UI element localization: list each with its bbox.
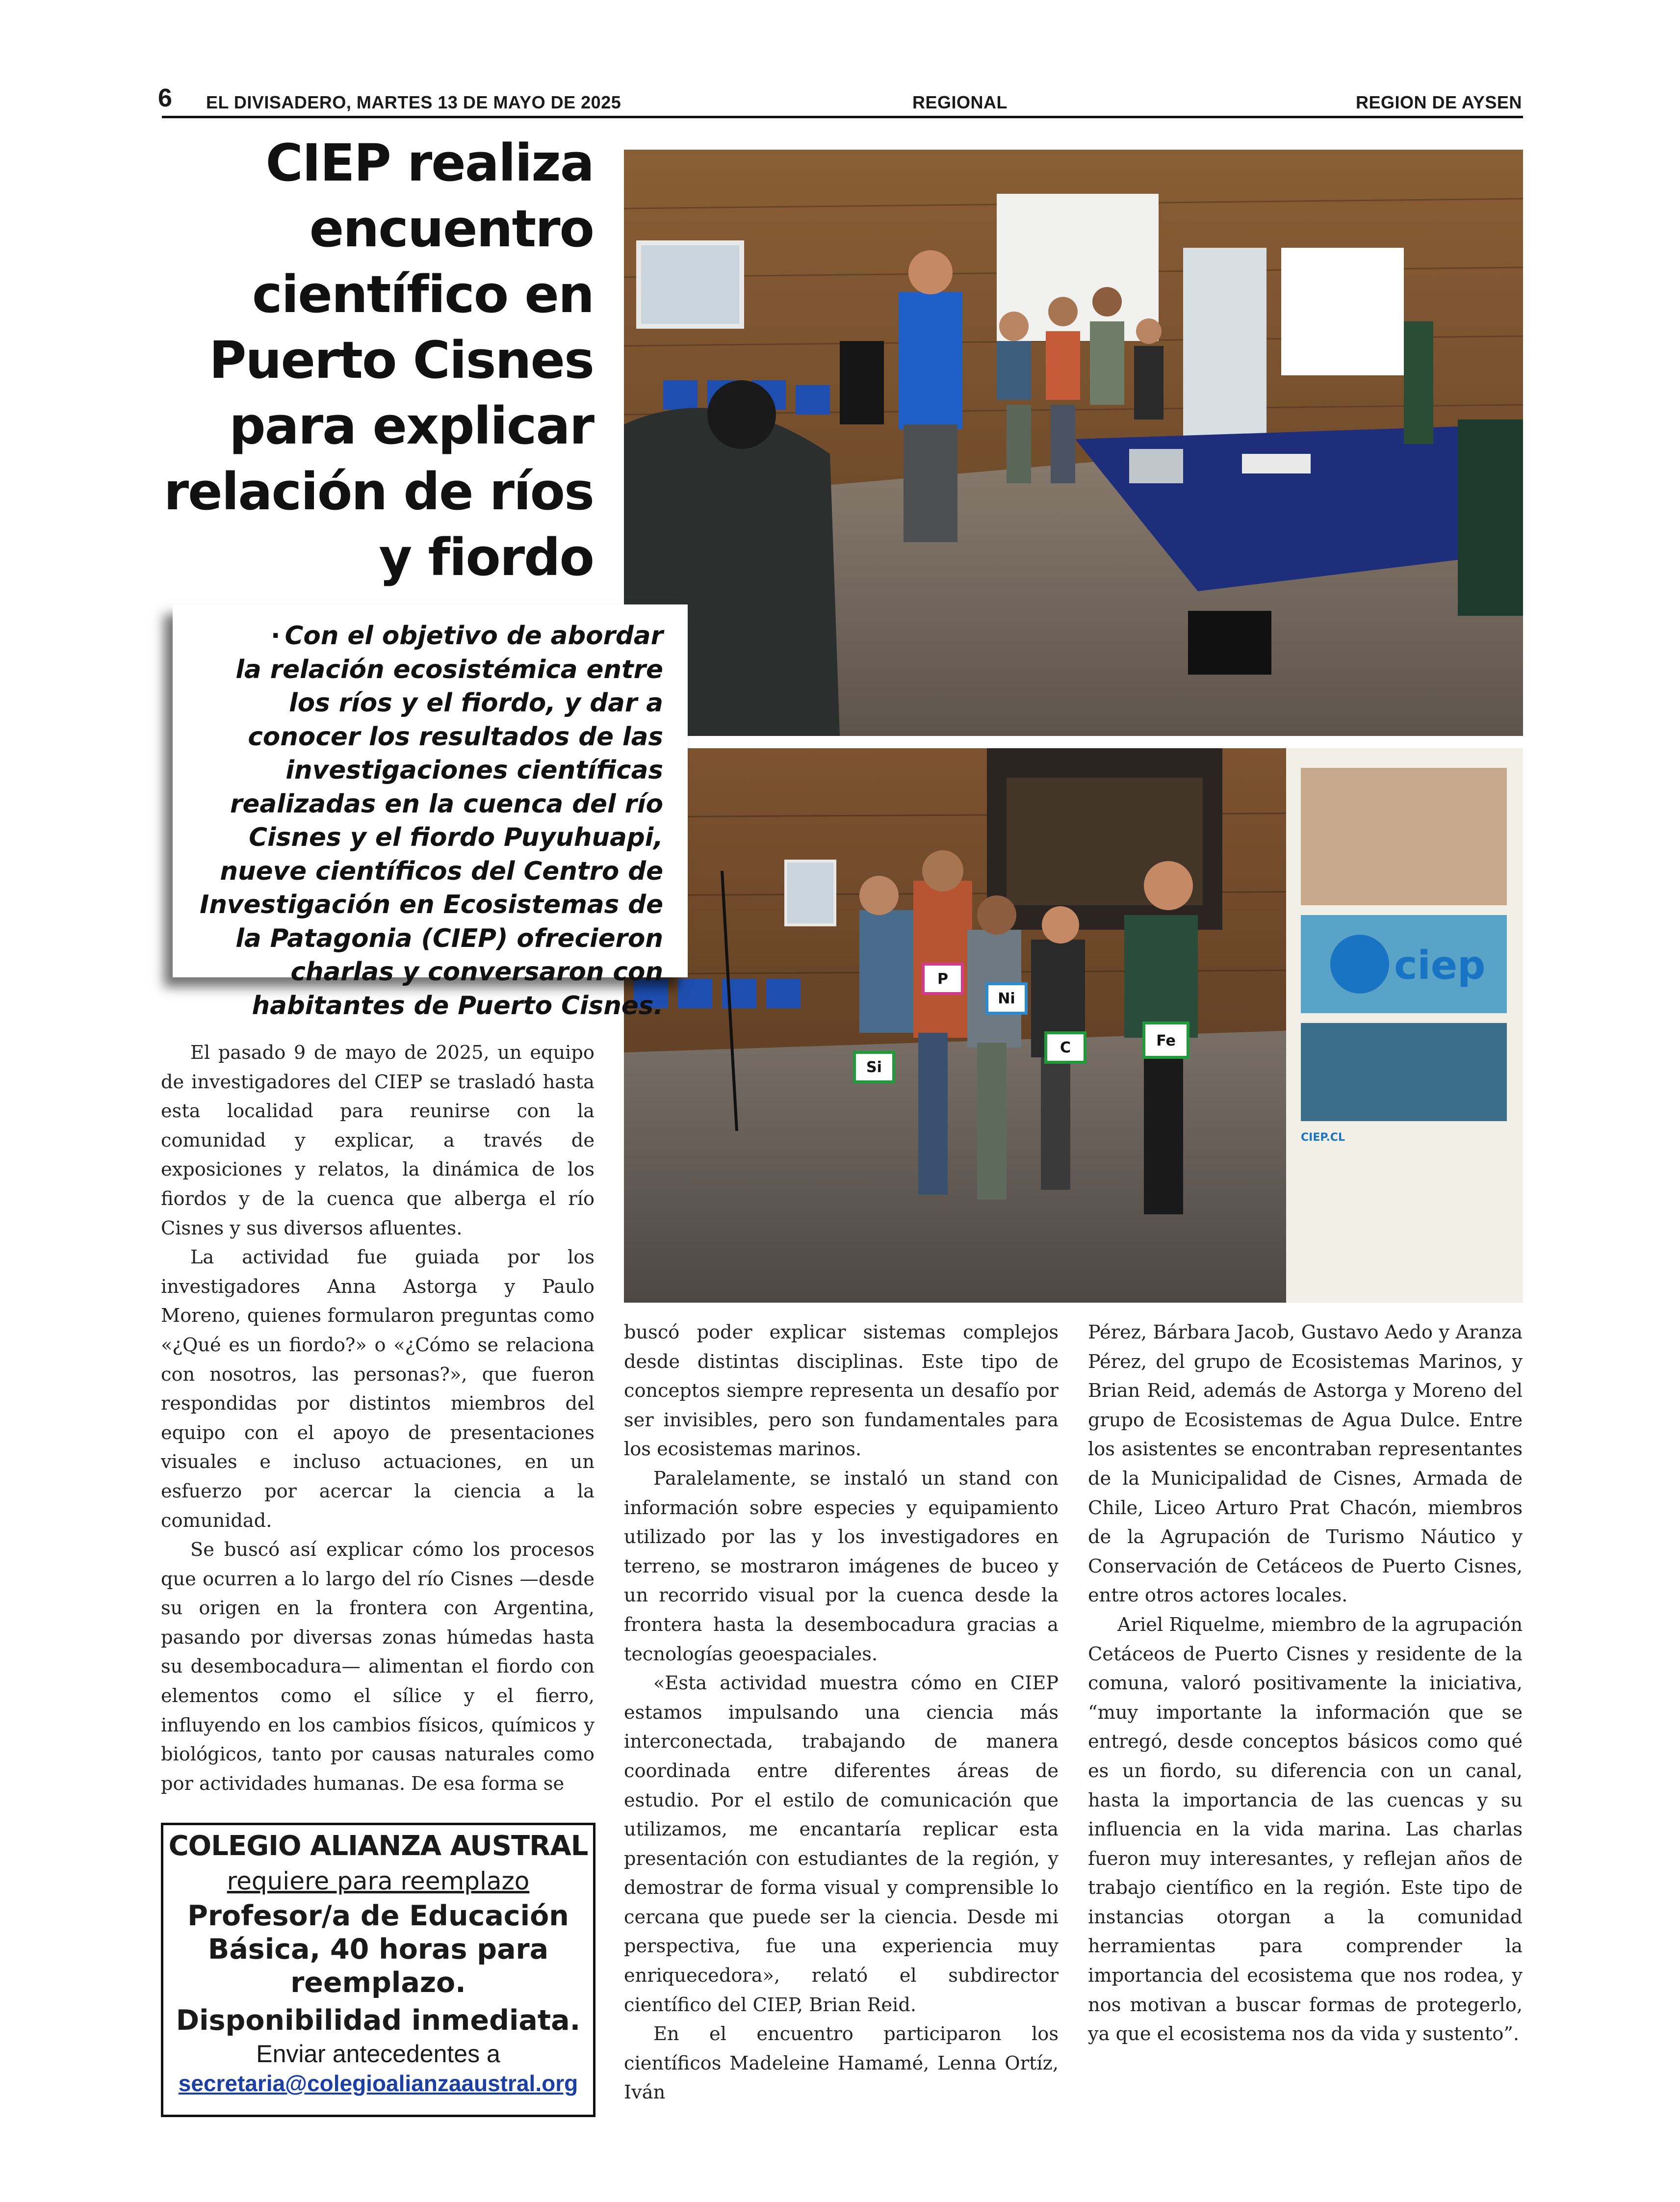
paragraph: Paralelamente, se instaló un stand con información sobre especies y equipamiento utilizado por las y los investigadores en terreno, se mostraron imágenes de buceo y un recorrido visual por la cuenca desde la frontera hasta la desembocadura gracias a tecnologías geoespaciales. [624, 1467, 1059, 1665]
summary-body: Con el objetivo de abordar la relación ecosistémica entre los ríos y el fiordo, y dar a conocer los resultados de las investigaciones científicas realizadas en la cuenca del río Cisnes y el fiordo Puyuhuapi, nueve científicos del Centro de Investigación en Ecosistemas de la Patagonia (CIEP) ofrecieron charlas y conversaron con habitantes de Puerto Cisnes. [200, 621, 663, 1021]
banner-url-text: CIEP.CL [1301, 1131, 1345, 1144]
summary-text [192, 619, 663, 1022]
bottom-photo [624, 748, 1523, 1303]
article-column-2 [624, 1318, 1059, 2107]
ad-email-link[interactable]: secretaria@colegioalianzaaustral.org [178, 2071, 578, 2096]
section-label: REGIONAL [912, 92, 1008, 112]
ad-send-label: Enviar antecedentes a [256, 2040, 500, 2068]
article-column-3 [1088, 1318, 1523, 2049]
sign-fe: Fe [1156, 1032, 1176, 1049]
paragraph: El pasado 9 de mayo de 2025, un equipo de investigadores del CIEP se trasladó hasta esta localidad para reunirse con la comunidad y explicar, a través de exposiciones y relatos, la dinámica de los fiordos y de la cuenca que alberga el río Cisnes y sus diversos afluentes. [161, 1042, 594, 1239]
publication-date: EL DIVISADERO, MARTES 13 DE MAYO DE 2025 [206, 92, 621, 112]
top-photo [624, 150, 1523, 736]
ad-title: COLEGIO ALIANZA AUSTRAL [168, 1830, 588, 1862]
page-number: 6 [158, 84, 172, 112]
banner-logo-text: ciep [1394, 943, 1486, 988]
sign-si-1: Si [866, 1059, 882, 1076]
headline: CIEP realiza encuentro científico en Puerto Cisnes para explicar relación de ríos y fiordo [163, 133, 594, 587]
job-ad [161, 1823, 595, 2117]
ad-subtitle: requiere para reemplazo [227, 1867, 530, 1895]
sign-p: P [937, 970, 948, 988]
ad-availability: Disponibilidad inmediata. [176, 2004, 581, 2037]
summary-box [173, 604, 688, 1021]
paragraph: buscó poder explicar sistemas complejos desde distintas disciplinas. Este tipo de conceptos siempre representa un desafío por ser invisibles, pero son fundamentales para los ecosistemas marinos. [624, 1321, 1059, 1461]
region-label: REGION DE AYSEN [1356, 92, 1522, 112]
sign-ni: Ni [998, 990, 1015, 1007]
paragraph: Ariel Riquelme, miembro de la agrupación Cetáceos de Puerto Cisnes y residente de la comuna, valoró positivamente la iniciativa, “muy importante la información que se entregó, desde conceptos básicos como qué es un fiordo, su diferencia con un canal, hasta la importancia de las cuencas y su influencia en la vida marina. Las charlas fueron muy interesantes, y reflejan años de trabajo científico en la región. Este tipo de instancias otorgan a la comunidad herramientas para comprender la importancia del ecosistema que nos rodea, y nos motivan a buscar formas de protegerlo, ya que el ecosistema nos da vida y sustento”. [1088, 1613, 1523, 2045]
summary-bullet: · [271, 621, 281, 651]
paragraph: La actividad fue guiada por los investigadores Anna Astorga y Paulo Moreno, quienes formularon preguntas como «¿Qué es un fiordo?» o «¿Cómo se relaciona con nosotros, las personas?», que fueron respondidas por distintos miembros del equipo con el apoyo de presentaciones visuales e incluso actuaciones, en un esfuerzo por acercar la ciencia a la comunidad. [161, 1246, 594, 1532]
paragraph: «Esta actividad muestra cómo en CIEP estamos impulsando una ciencia más interconectada, trabajando de manera coordinada entre diferentes áreas de estudio. Por el estilo de comunicación que utilizamos, me encantaría replicar esta presentación con estudiantes de la región, y demostrar de forma visual y comprensible lo cercana que puede ser la ciencia. Desde mi perspectiva, fue una experiencia muy enriquecedora», relató el subdirector científico del CIEP, Brian Reid. [624, 1672, 1059, 2016]
paragraph: Se buscó así explicar cómo los procesos que ocurren a lo largo del río Cisnes —desde su origen en la frontera con Argentina, pasando por diversas zonas húmedas hasta su desembocadura— alimentan el fiordo con elementos como el sílice y el fierro, influyendo en los cambios físicos, químicos y biológicos, tanto por causas naturales como por actividades humanas. De esa forma se [161, 1539, 594, 1795]
paragraph: Pérez, Bárbara Jacob, Gustavo Aedo y Aranza Pérez, del grupo de Ecosistemas Marinos, y Brian Reid, además de Astorga y Moreno del grupo de Ecosistemas de Agua Dulce. Entre los asistentes se encontraban representantes de la Municipalidad de Cisnes, Armada de Chile, Liceo Arturo Prat Chacón, miembros de la Agrupación de Turismo Náutico y Conservación de Cetáceos de Puerto Cisnes, entre otros actores locales. [1088, 1321, 1523, 1607]
sign-c: C [1060, 1039, 1071, 1056]
paragraph: En el encuentro participaron los científicos Madeleine Hamamé, Lenna Ortíz, Iván [624, 2023, 1059, 2104]
header-rule [162, 116, 1523, 118]
article-column-1 [161, 1038, 594, 1798]
ad-role: Profesor/a de Educación Básica, 40 horas para reemplazo. [187, 1900, 569, 1999]
